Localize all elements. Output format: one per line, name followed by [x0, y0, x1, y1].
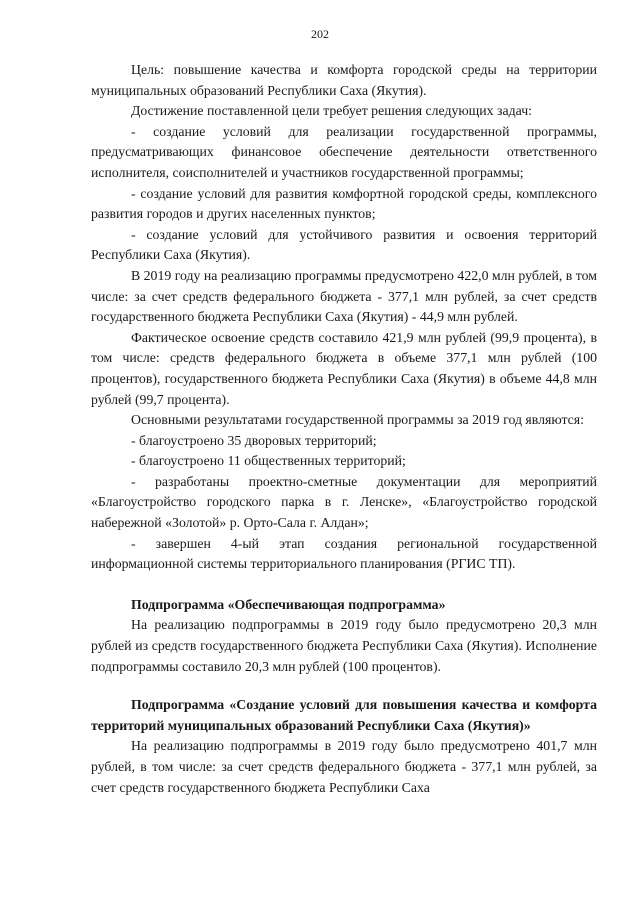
page-number: 202	[311, 27, 329, 41]
task-item: - создание условий для устойчивого развития и освоения территорий Республики Саха (Якутия).	[91, 226, 597, 263]
tasks-intro-paragraph: Достижение поставленной цели требует решения следующих задач:	[131, 103, 532, 119]
goal-paragraph: Цель: повышение качества и комфорта городской среды на территории муниципальных образований Республики Саха (Якутия).	[91, 62, 597, 98]
subprogram-heading: Подпрограмма «Создание условий для повышения качества и комфорта территорий муниципальных образований Республики Саха (Якутия)»	[91, 697, 597, 733]
subprogram-heading: Подпрограмма «Обеспечивающая подпрограмма»	[131, 596, 446, 612]
task-item: - создание условий для развития комфортной городской среды, комплексного развития городов и других населенных пунктов;	[91, 185, 597, 222]
funding-paragraph: В 2019 году на реализацию программы предусмотрено 422,0 млн рублей, в том числе: за счет средств федерального бюджета - 377,1 млн рублей, за счет средств государственного бюджета Республики Саха (Якутия) - 44,9 млн рублей.	[91, 267, 597, 325]
results-intro-paragraph: Основными результатами государственной программы за 2019 год являются:	[131, 412, 584, 428]
result-item: - завершен 4-ый этап создания региональной государственной информационной системы территориального планирования (РГИС ТП).	[91, 535, 597, 572]
task-item: - создание условий для реализации государственной программы, предусматривающих финансовое обеспечение деятельности ответственного исполнителя, соисполнителей и участников государственной программы;	[91, 123, 597, 180]
result-item: - благоустроено 11 общественных территорий;	[131, 453, 406, 469]
result-item: - благоустроено 35 дворовых территорий;	[131, 432, 377, 448]
document-body	[91, 60, 597, 798]
subprogram-funding-paragraph: На реализацию подпрограммы в 2019 году было предусмотрено 20,3 млн рублей из средств государственного бюджета Республики Саха (Якутия). Исполнение подпрограммы составило 20,3 млн рублей (100 процентов).	[91, 617, 597, 674]
result-item: - разработаны проектно-сметные документации для мероприятий «Благоустройство городского парка в г. Ленске», «Благоустройство городской набережной «Золотой» р. Орто-Сала г. Алдан»;	[91, 473, 597, 531]
execution-paragraph: Фактическое освоение средств составило 421,9 млн рублей (99,9 процента), в том числе: средств федерального бюджета в объеме 377,1 млн рублей (100 процентов), государственного бюджета Республики Саха (Якутия) в объеме 44,8 млн рублей (99,7 процента).	[91, 329, 597, 407]
subprogram-funding-paragraph: На реализацию подпрограммы в 2019 году было предусмотрено 401,7 млн рублей, в том числе: за счет средств федерального бюджета - 377,1 млн рублей, за счет средств государственного бюджета Республики Саха	[91, 738, 597, 795]
